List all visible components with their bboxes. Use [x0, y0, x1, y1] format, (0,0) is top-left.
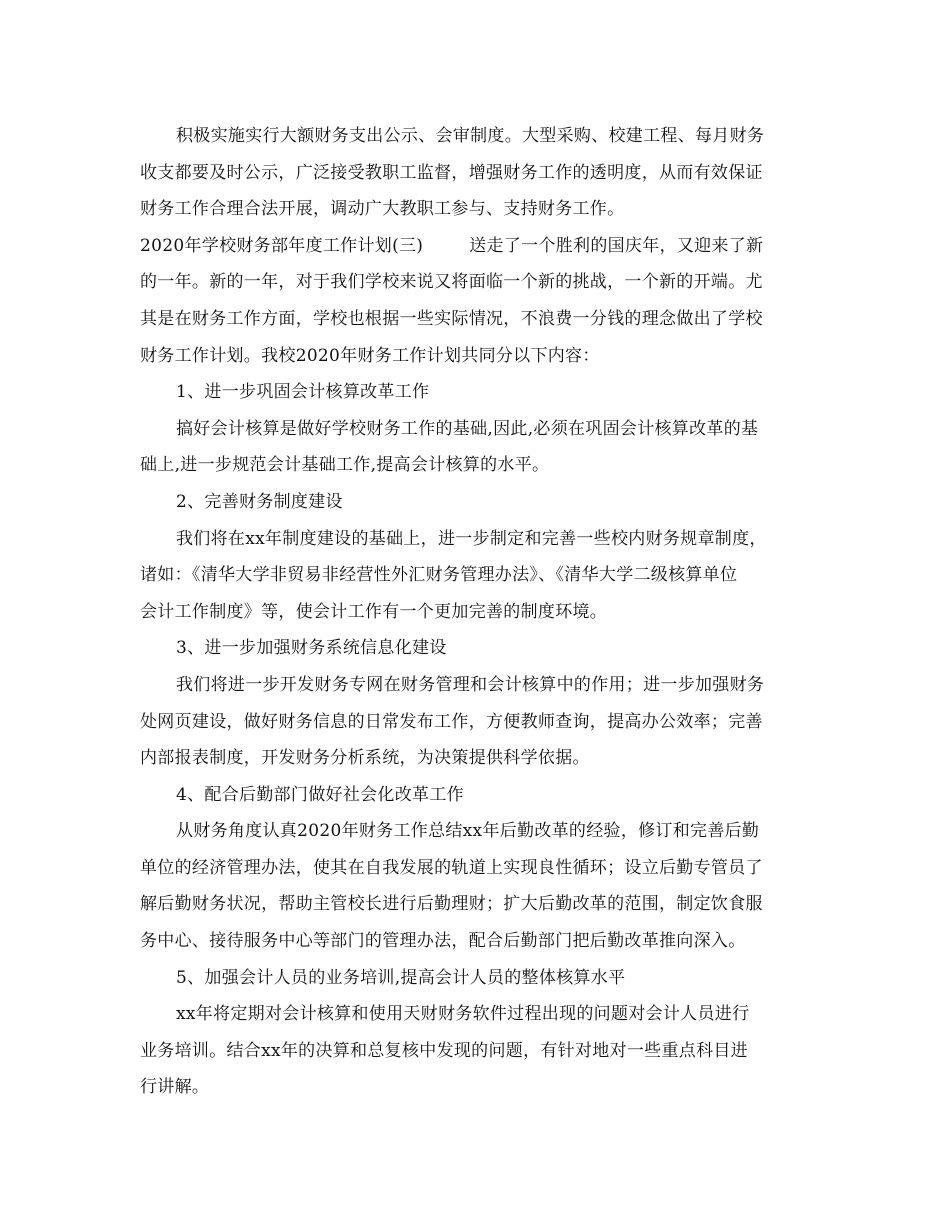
- section-title: 2020年学校财务部年度工作计划(三): [140, 235, 424, 256]
- paragraph-line: 我们将进一步开发财务专网在财务管理和会计核算中的作用；进一步加强财务: [176, 674, 765, 695]
- paragraph-line: 财务工作计划。我校2020年财务工作计划共同分以下内容：: [140, 345, 600, 366]
- list-heading: 5、加强会计人员的业务培训,提高会计人员的整体核算水平: [176, 967, 626, 988]
- paragraph-text: 送走了一个胜利的国庆年，又迎来了新: [469, 235, 764, 256]
- paragraph-line: 会计工作制度》等，使会计工作有一个更加完善的制度环境。: [140, 601, 608, 622]
- paragraph-line: 处网页建设，做好财务信息的日常发布工作，方便教师查询，提高办公效率；完善: [140, 711, 763, 732]
- paragraph-line: 其是在财务工作方面，学校也根据一些实际情况，不浪费一分钱的理念做出了学校: [140, 308, 763, 329]
- document-page: [140, 118, 814, 1106]
- section-heading-line: [140, 228, 814, 265]
- paragraph-line: 从财务角度认真2020年财务工作总结xx年后勤改革的经验，修订和完善后勤: [176, 821, 760, 842]
- paragraph-line: 的一年。新的一年，对于我们学校来说又将面临一个新的挑战，一个新的开端。尤: [140, 272, 763, 293]
- paragraph-line: 收支都要及时公示，广泛接受教职工监督，增强财务工作的透明度，从而有效保证: [140, 162, 763, 183]
- list-heading: 4、配合后勤部门做好社会化改革工作: [176, 784, 464, 805]
- paragraph-line: 积极实施实行大额财务支出公示、会审制度。大型采购、校建工程、每月财务: [176, 126, 765, 146]
- list-heading: 1、进一步巩固会计核算改革工作: [176, 382, 430, 403]
- paragraph-line: 行讲解。: [140, 1077, 210, 1098]
- paragraph-line: 业务培训。结合xx年的决算和总复核中发现的问题，有针对地对一些重点科目进: [140, 1040, 748, 1061]
- paragraph-line: 解后勤财务状况，帮助主管校长进行后勤理财；扩大后勤改革的范围，制定饮食服: [140, 894, 763, 915]
- paragraph-line: 务中心、接待服务中心等部门的管理办法，配合后勤部门把后勤改革推向深入。: [140, 931, 746, 952]
- paragraph-line: 我们将在xx年制度建设的基础上，进一步制定和完善一些校内财务规章制度，: [176, 528, 767, 549]
- paragraph-line: 搞好会计核算是做好学校财务工作的基础,因此,必须在巩固会计核算改革的基: [176, 418, 759, 439]
- paragraph-line: 诸如：《清华大学非贸易非经营性外汇财务管理办法》、《清华大学二级核算单位: [140, 565, 738, 586]
- paragraph-line: 财务工作合理合法开展，调动广大教职工参与、支持财务工作。: [140, 199, 625, 220]
- paragraph-line: 单位的经济管理办法，使其在自我发展的轨道上实现良性循环；设立后勤专管员了: [140, 857, 763, 878]
- list-heading: 3、进一步加强财务系统信息化建设: [176, 638, 447, 659]
- paragraph-line: 内部报表制度，开发财务分析系统，为决策提供科学依据。: [140, 748, 590, 769]
- paragraph-line: 础上,进一步规范会计基础工作,提高会计核算的水平。: [140, 455, 550, 476]
- paragraph-line: xx年将定期对会计核算和使用天财财务软件过程出现的问题对会计人员进行: [176, 1004, 750, 1025]
- list-heading: 2、完善财务制度建设: [176, 491, 343, 512]
